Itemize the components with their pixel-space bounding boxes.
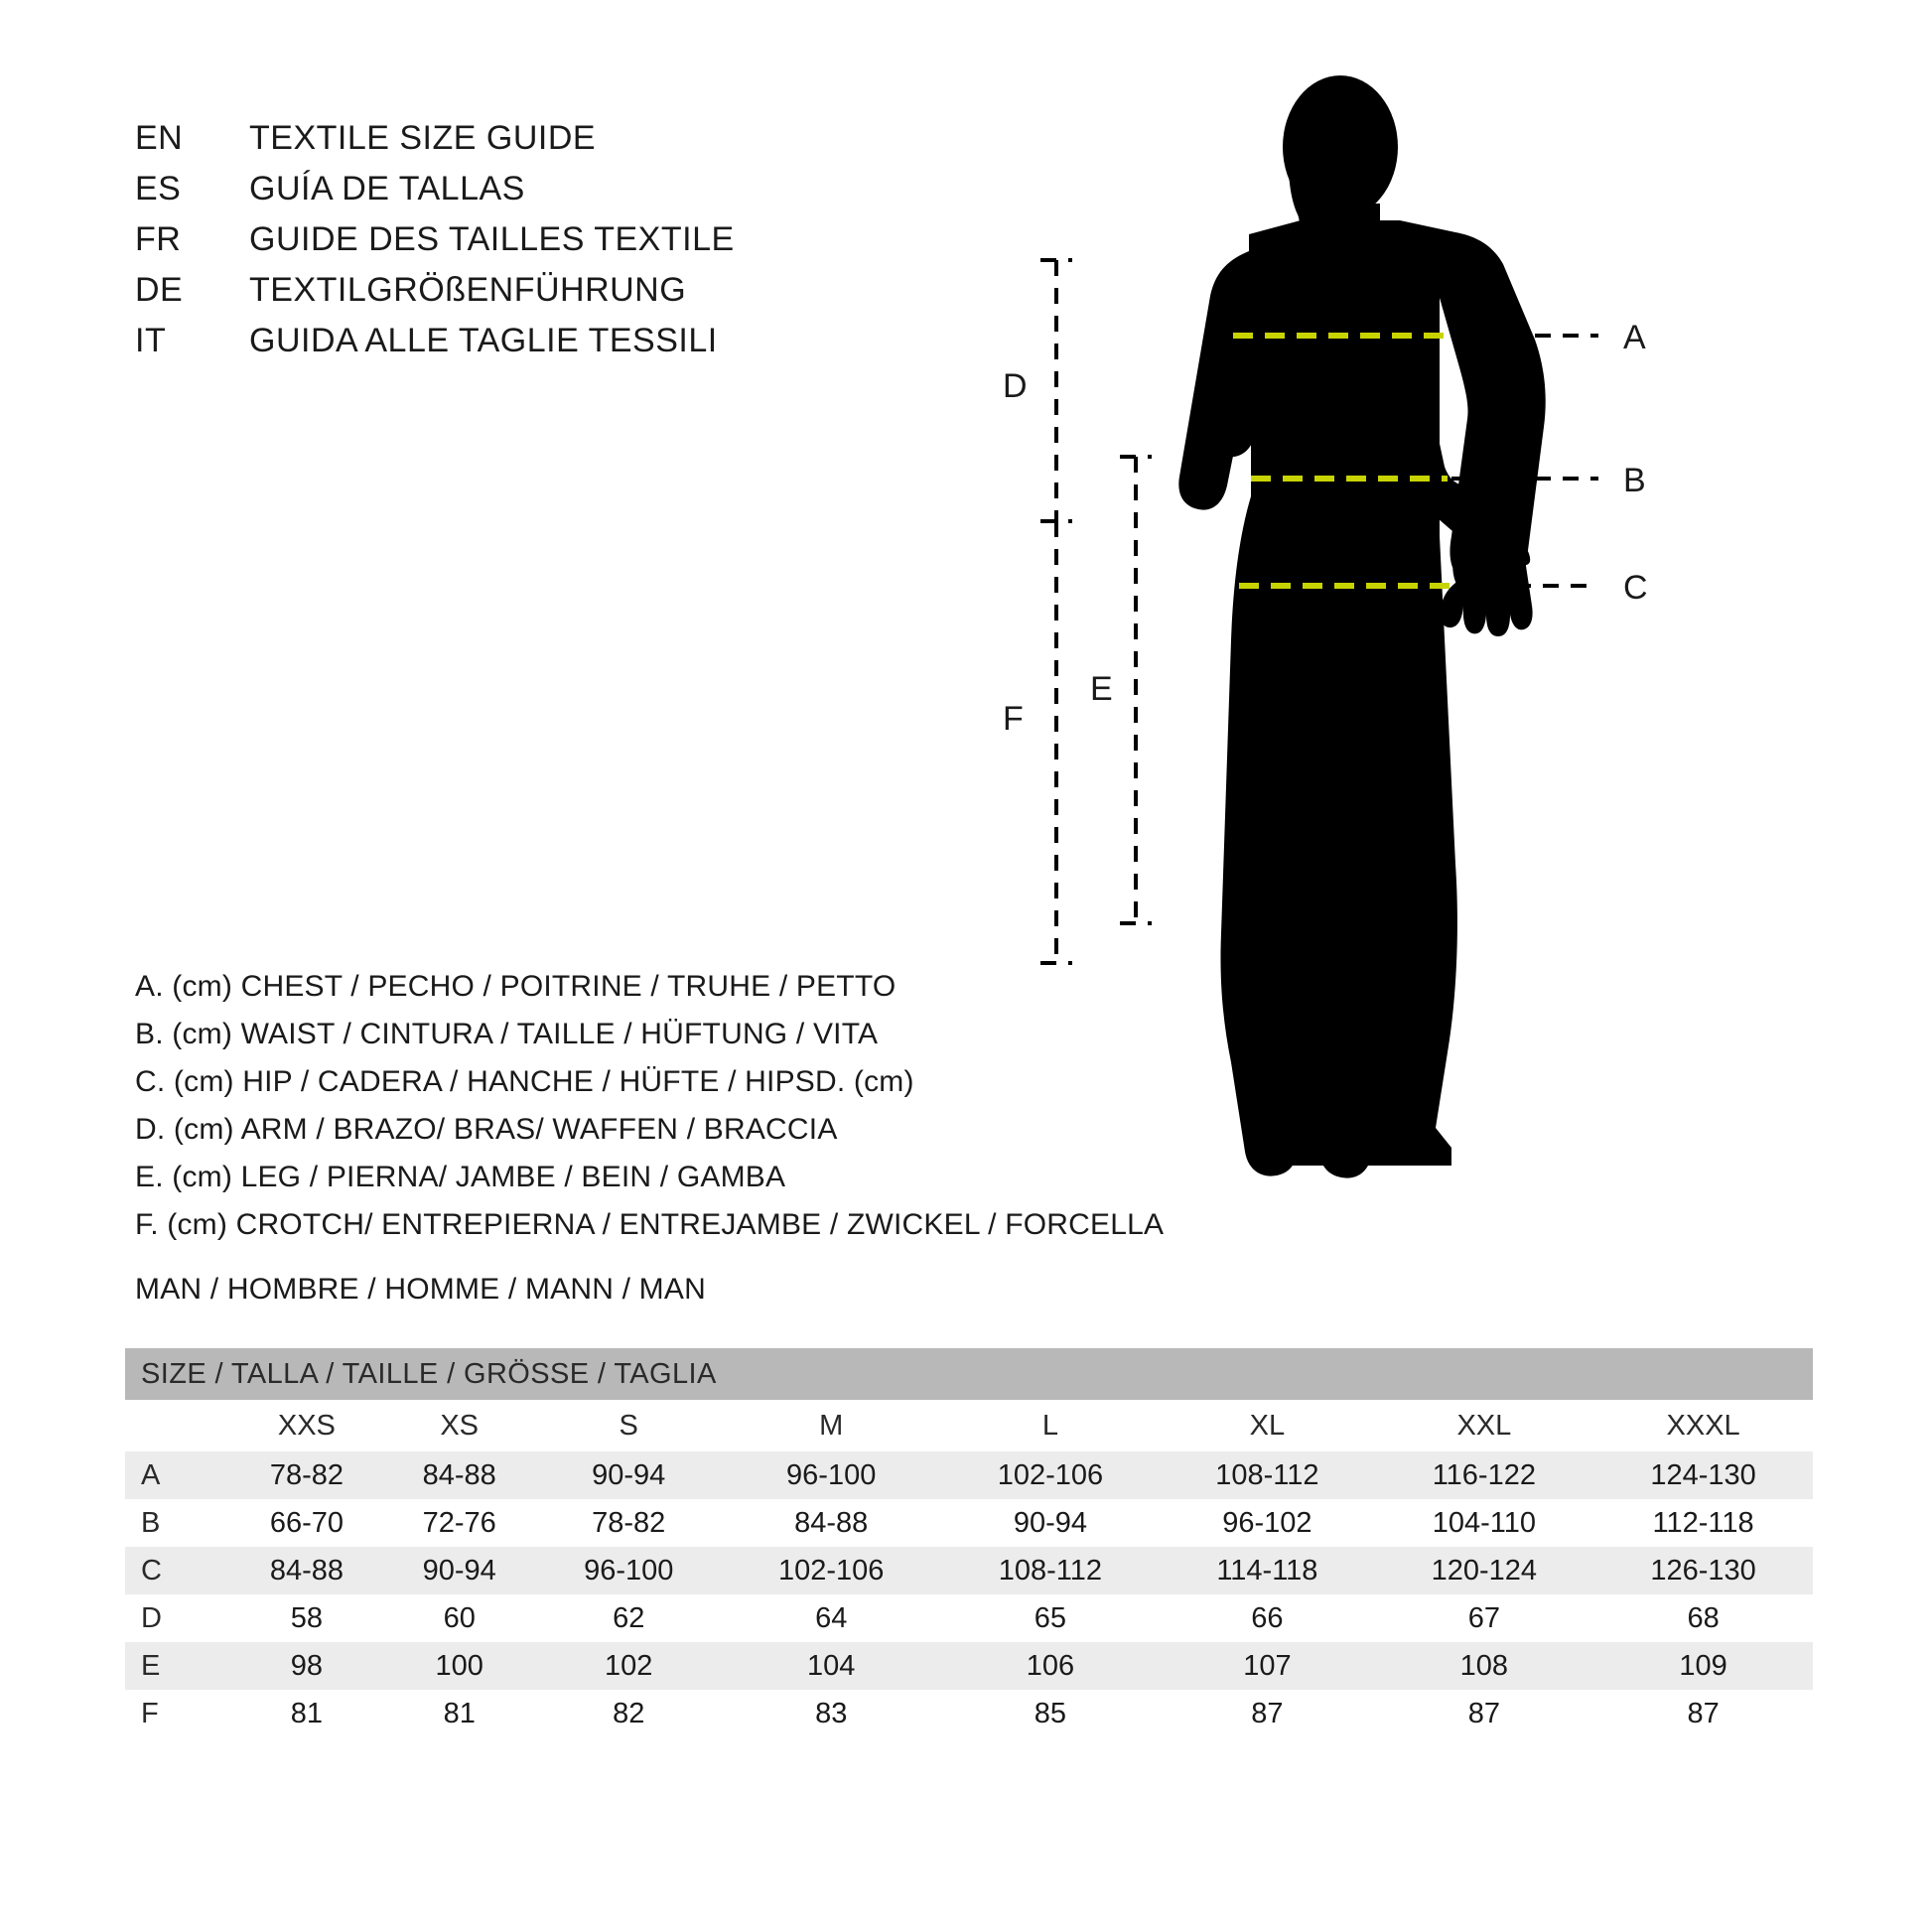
language-row xyxy=(135,220,929,271)
cell: 78-82 xyxy=(230,1451,383,1499)
cell: 62 xyxy=(536,1594,722,1642)
legend-item-d: D. (cm) ARM / BRAZO/ BRAS/ WAFFEN / BRACCIA xyxy=(135,1113,838,1146)
cell: 108-112 xyxy=(1160,1451,1374,1499)
column-header-xxs: XXS xyxy=(230,1400,383,1451)
cell: 60 xyxy=(383,1594,536,1642)
body-measurement-diagram xyxy=(1003,69,1866,1301)
language-title: TEXTILE SIZE GUIDE xyxy=(249,119,597,157)
column-header-xs: XS xyxy=(383,1400,536,1451)
legend-item-c: C. (cm) HIP / CADERA / HANCHE / HÜFTE / HIPSD. (cm) xyxy=(135,1065,914,1098)
cell: 96-100 xyxy=(536,1547,722,1594)
cell: 87 xyxy=(1593,1690,1813,1737)
cell: 66-70 xyxy=(230,1499,383,1547)
cell: 102-106 xyxy=(941,1451,1161,1499)
language-row xyxy=(135,119,929,170)
cell: 116-122 xyxy=(1375,1451,1594,1499)
language-row xyxy=(135,170,929,220)
cell: 65 xyxy=(941,1594,1161,1642)
cell: 90-94 xyxy=(941,1499,1161,1547)
cell: 58 xyxy=(230,1594,383,1642)
label-c: C xyxy=(1623,569,1648,607)
table-row xyxy=(125,1642,1813,1690)
table-row xyxy=(125,1594,1813,1642)
row-label-e: E xyxy=(125,1642,230,1690)
language-code: FR xyxy=(135,220,182,258)
cell: 84-88 xyxy=(722,1499,941,1547)
table-row xyxy=(125,1499,1813,1547)
language-code: DE xyxy=(135,271,184,309)
label-a: A xyxy=(1623,319,1646,356)
cell: 102 xyxy=(536,1642,722,1690)
column-header-xl: XL xyxy=(1160,1400,1374,1451)
language-row xyxy=(135,271,929,322)
legend-item-a: A. (cm) CHEST / PECHO / POITRINE / TRUHE / PETTO xyxy=(135,970,897,1003)
cell: 120-124 xyxy=(1375,1547,1594,1594)
column-header-l: L xyxy=(941,1400,1161,1451)
table-caption-row xyxy=(125,1348,1813,1400)
cell: 87 xyxy=(1375,1690,1594,1737)
cell: 83 xyxy=(722,1690,941,1737)
label-f: F xyxy=(1003,700,1024,738)
cell: 64 xyxy=(722,1594,941,1642)
cell: 107 xyxy=(1160,1642,1374,1690)
cell: 108-112 xyxy=(941,1547,1161,1594)
label-e: E xyxy=(1090,670,1113,708)
row-label-b: B xyxy=(125,1499,230,1547)
cell: 124-130 xyxy=(1593,1451,1813,1499)
cell: 84-88 xyxy=(383,1451,536,1499)
column-header-m: M xyxy=(722,1400,941,1451)
gender-label: MAN / HOMBRE / HOMME / MANN / MAN xyxy=(135,1273,706,1306)
language-title: GUÍA DE TALLAS xyxy=(249,170,525,207)
cell: 108 xyxy=(1375,1642,1594,1690)
language-row xyxy=(135,322,929,372)
language-titles xyxy=(135,119,929,372)
cell: 85 xyxy=(941,1690,1161,1737)
cell: 98 xyxy=(230,1642,383,1690)
row-label-f: F xyxy=(125,1690,230,1737)
column-header-xxxl: XXXL xyxy=(1593,1400,1813,1451)
table-row xyxy=(125,1690,1813,1737)
cell: 82 xyxy=(536,1690,722,1737)
column-header-xxl: XXL xyxy=(1375,1400,1594,1451)
language-title: GUIDE DES TAILLES TEXTILE xyxy=(249,220,735,258)
cell: 68 xyxy=(1593,1594,1813,1642)
cell: 104 xyxy=(722,1642,941,1690)
cell: 109 xyxy=(1593,1642,1813,1690)
cell: 102-106 xyxy=(722,1547,941,1594)
row-label-a: A xyxy=(125,1451,230,1499)
male-silhouette-icon xyxy=(1178,75,1545,1178)
label-d: D xyxy=(1003,367,1028,405)
cell: 72-76 xyxy=(383,1499,536,1547)
language-code: EN xyxy=(135,119,184,157)
cell: 90-94 xyxy=(536,1451,722,1499)
cell: 78-82 xyxy=(536,1499,722,1547)
language-title: TEXTILGRÖßENFÜHRUNG xyxy=(249,271,687,309)
header-blank xyxy=(125,1400,230,1451)
cell: 96-100 xyxy=(722,1451,941,1499)
label-b: B xyxy=(1623,462,1646,499)
cell: 126-130 xyxy=(1593,1547,1813,1594)
cell: 67 xyxy=(1375,1594,1594,1642)
legend-item-b: B. (cm) WAIST / CINTURA / TAILLE / HÜFTUNG / VITA xyxy=(135,1018,879,1050)
cell: 112-118 xyxy=(1593,1499,1813,1547)
cell: 66 xyxy=(1160,1594,1374,1642)
cell: 81 xyxy=(383,1690,536,1737)
column-header-s: S xyxy=(536,1400,722,1451)
cell: 96-102 xyxy=(1160,1499,1374,1547)
cell: 104-110 xyxy=(1375,1499,1594,1547)
table-caption: SIZE / TALLA / TAILLE / GRÖSSE / TAGLIA xyxy=(125,1348,1813,1400)
cell: 100 xyxy=(383,1642,536,1690)
table-row xyxy=(125,1451,1813,1499)
table-row xyxy=(125,1547,1813,1594)
row-label-c: C xyxy=(125,1547,230,1594)
language-code: IT xyxy=(135,322,167,359)
cell: 106 xyxy=(941,1642,1161,1690)
language-title: GUIDA ALLE TAGLIE TESSILI xyxy=(249,322,718,359)
legend-item-f: F. (cm) CROTCH/ ENTREPIERNA / ENTREJAMBE / ZWICKEL / FORCELLA xyxy=(135,1208,1165,1241)
cell: 114-118 xyxy=(1160,1547,1374,1594)
cell: 84-88 xyxy=(230,1547,383,1594)
cell: 87 xyxy=(1160,1690,1374,1737)
cell: 90-94 xyxy=(383,1547,536,1594)
table-header-row xyxy=(125,1400,1813,1451)
language-code: ES xyxy=(135,170,182,207)
dimension-lines xyxy=(1040,260,1152,963)
legend-item-e: E. (cm) LEG / PIERNA/ JAMBE / BEIN / GAMBA xyxy=(135,1161,786,1193)
cell: 81 xyxy=(230,1690,383,1737)
size-chart-table xyxy=(125,1348,1813,1737)
row-label-d: D xyxy=(125,1594,230,1642)
